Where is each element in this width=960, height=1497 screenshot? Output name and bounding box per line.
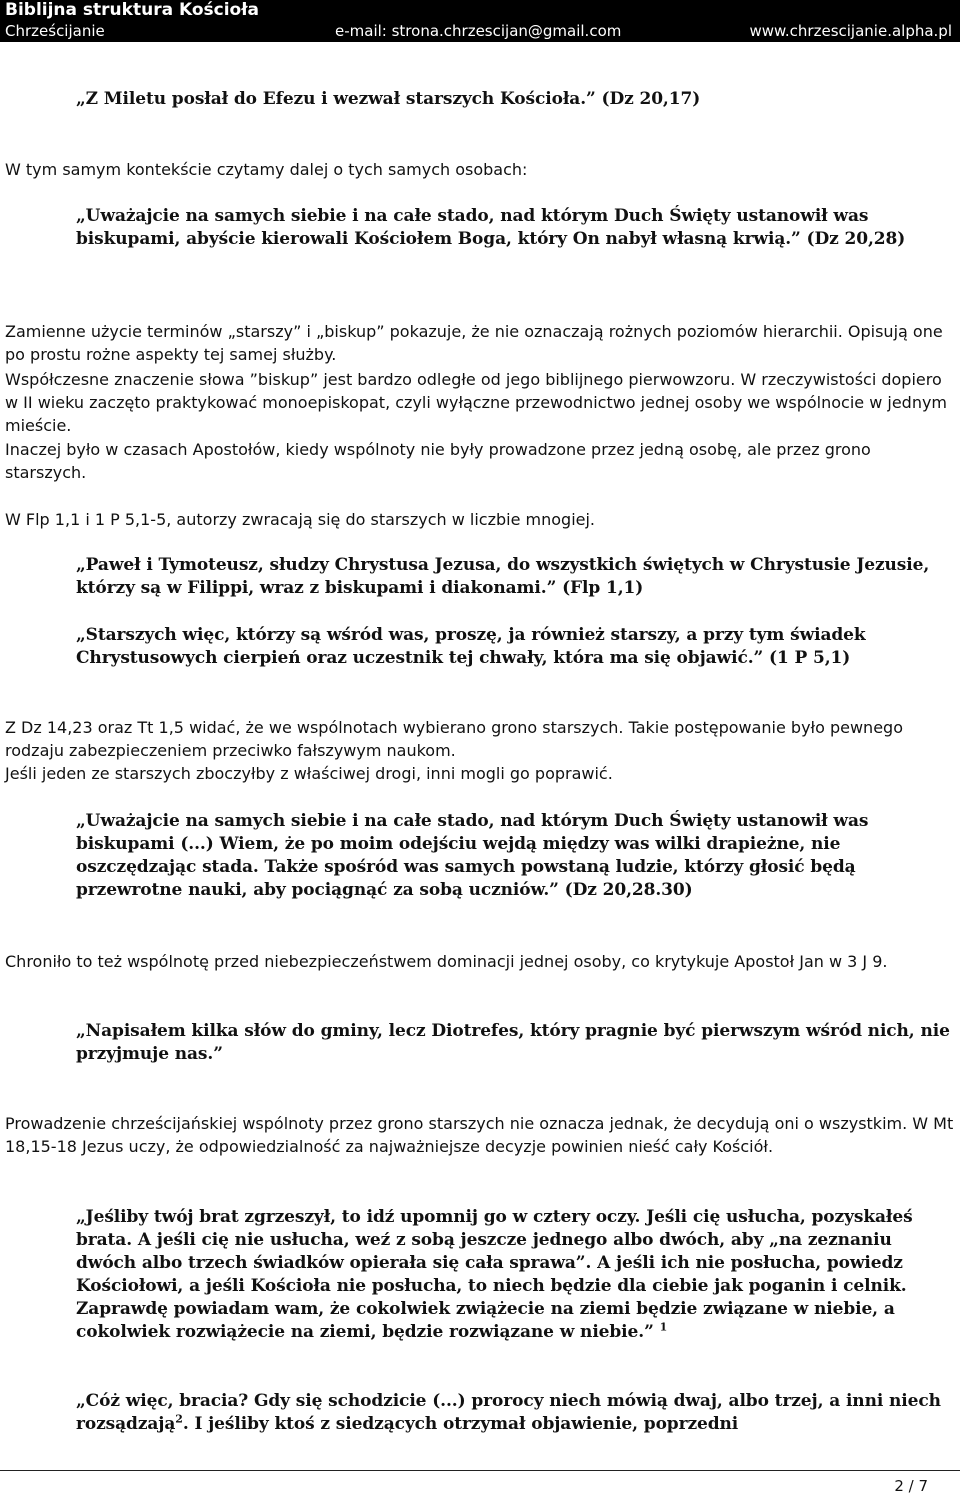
quote-dz-20-28-30: „Uważajcie na samych siebie i na całe stado, nad którym Duch Święty ustanowił was biskupami (...) Wiem, że po moim odejściu wejdą między was wilki drapieżne, nie oszczędzając stada. Także spośród was samych powstaną ludzie, którzy głosić będą przewrotne nauki, aby pociągnąć za sobą uczniów.” (Dz 20,28.30) xyxy=(76,811,869,900)
paragraph-bishop-meaning: Współczesne znaczenie słowa ”biskup” jest bardzo odległe od jego biblijnego pierwowzoru. W rzeczywistości dopiero w II wieku zaczęto praktykować monoepiskopat, czyli wyłączne przewodnictwo jednej osoby we wspólnocie w jednym mieście. xyxy=(5,370,948,435)
quote-1kor-14 xyxy=(76,1390,956,1436)
paragraph-context: W tym samym kontekście czytamy dalej o tych samych osobach: xyxy=(5,160,528,179)
paragraph-terms: Zamienne użycie terminów „starszy” i „biskup” pokazuje, że nie oznaczają rożnych poziomów hierarchii. Opisują one po prostu rożne aspekty tej samej służby. xyxy=(5,322,943,364)
document-title: Biblijna struktura Kościoła xyxy=(5,0,260,20)
contact-email[interactable]: e-mail: strona.chrzescijan@gmail.com xyxy=(335,22,622,40)
quote-mt-18 xyxy=(76,1206,956,1344)
quote-dz-20-17: „Z Miletu posłał do Efezu i wezwał starszych Kościoła.” (Dz 20,17) xyxy=(76,89,701,109)
site-url[interactable]: www.chrzescijanie.alpha.pl xyxy=(749,22,952,40)
paragraph-correction: Jeśli jeden ze starszych zboczyłby z właściwej drogi, inni mogli go poprawić. xyxy=(5,764,613,783)
quote-flp-1-1: „Paweł i Tymoteusz, słudzy Chrystusa Jezusa, do wszystkich świętych w Chrystusie Jezusie, którzy są w Filippi, wraz z biskupami i diakonami.” (Flp 1,1) xyxy=(76,555,930,598)
page-number: 2 / 7 xyxy=(894,1477,928,1495)
paragraph-plural-elders: W Flp 1,1 i 1 P 5,1-5, autorzy zwracają się do starszych w liczbie mnogiej. xyxy=(5,510,596,529)
site-name: Chrześcijanie xyxy=(5,22,105,40)
paragraph-domination: Chroniło to też wspólnotę przed niebezpieczeństwem dominacji jednej osoby, co krytykuje Apostoł Jan w 3 J 9. xyxy=(5,952,888,971)
page-header xyxy=(0,0,960,42)
quote-3j-9: „Napisałem kilka słów do gminy, lecz Diotrefes, który pragnie być pierwszym wśród nich, nie przyjmuje nas.” xyxy=(76,1021,950,1064)
quote-1kor-14-tail: . I jeśliby ktoś z siedzących otrzymał objawienie, poprzedni xyxy=(182,1414,739,1434)
paragraph-whole-church: Prowadzenie chrześcijańskiej wspólnoty przez grono starszych nie oznacza jednak, że decydują oni o wszystkim. W Mt 18,15-18 Jezus uczy, że odpowiedzialność za najważniejsze decyzje powinien nieść cały Kościół. xyxy=(5,1114,954,1156)
footnote-ref-1[interactable]: 1 xyxy=(659,1320,668,1334)
paragraph-apostles-time: Inaczej było w czasach Apostołów, kiedy wspólnoty nie były prowadzone przez jedną osobę, ale przez grono starszych. xyxy=(5,440,871,482)
footnote-ref-2[interactable]: 2 xyxy=(175,1412,183,1426)
header-info-row xyxy=(5,21,952,41)
quote-mt-18-text: „Jeśliby twój brat zgrzeszył, to idź upomnij go w cztery oczy. Jeśli cię usłucha, pozyskałeś brata. A jeśli cię nie usłucha, weź z sobą jeszcze jednego albo dwóch, aby „na zeznaniu dwóch albo trzech świadków opierała się cała sprawa”. A jeśli ich nie posłucha, powiedz Kościołowi, a jeśli Kościoła nie posłucha, to niech będzie dla ciebie jak poganin i celnik. Zaprawdę powiadam wam, że cokolwiek zwiążecie na ziemi będzie związane w niebie, a cokolwiek rozwiążecie na ziemi, będzie rozwiązane w niebie.” xyxy=(76,1207,913,1342)
footer-divider xyxy=(0,1470,960,1471)
quote-1kor-14-text: „Cóż więc, bracia? Gdy się schodzicie (...) prorocy niech mówią dwaj, albo trzej, a inni niech rozsądzają xyxy=(76,1391,941,1434)
paragraph-elder-groups: Z Dz 14,23 oraz Tt 1,5 widać, że we wspólnotach wybierano grono starszych. Takie postępowanie było pewnego rodzaju zabezpieczeniem przeciwko fałszywym naukom. xyxy=(5,718,903,760)
quote-dz-20-28: „Uważajcie na samych siebie i na całe stado, nad którym Duch Święty ustanowił was biskupami, abyście kierowali Kościołem Boga, który On nabył własną krwią.” (Dz 20,28) xyxy=(76,206,906,249)
quote-1p-5-1: „Starszych więc, którzy są wśród was, proszę, ja również starszy, a przy tym świadek Chrystusowych cierpień oraz uczestnik tej chwały, która ma się objawić.” (1 P 5,1) xyxy=(76,625,866,668)
